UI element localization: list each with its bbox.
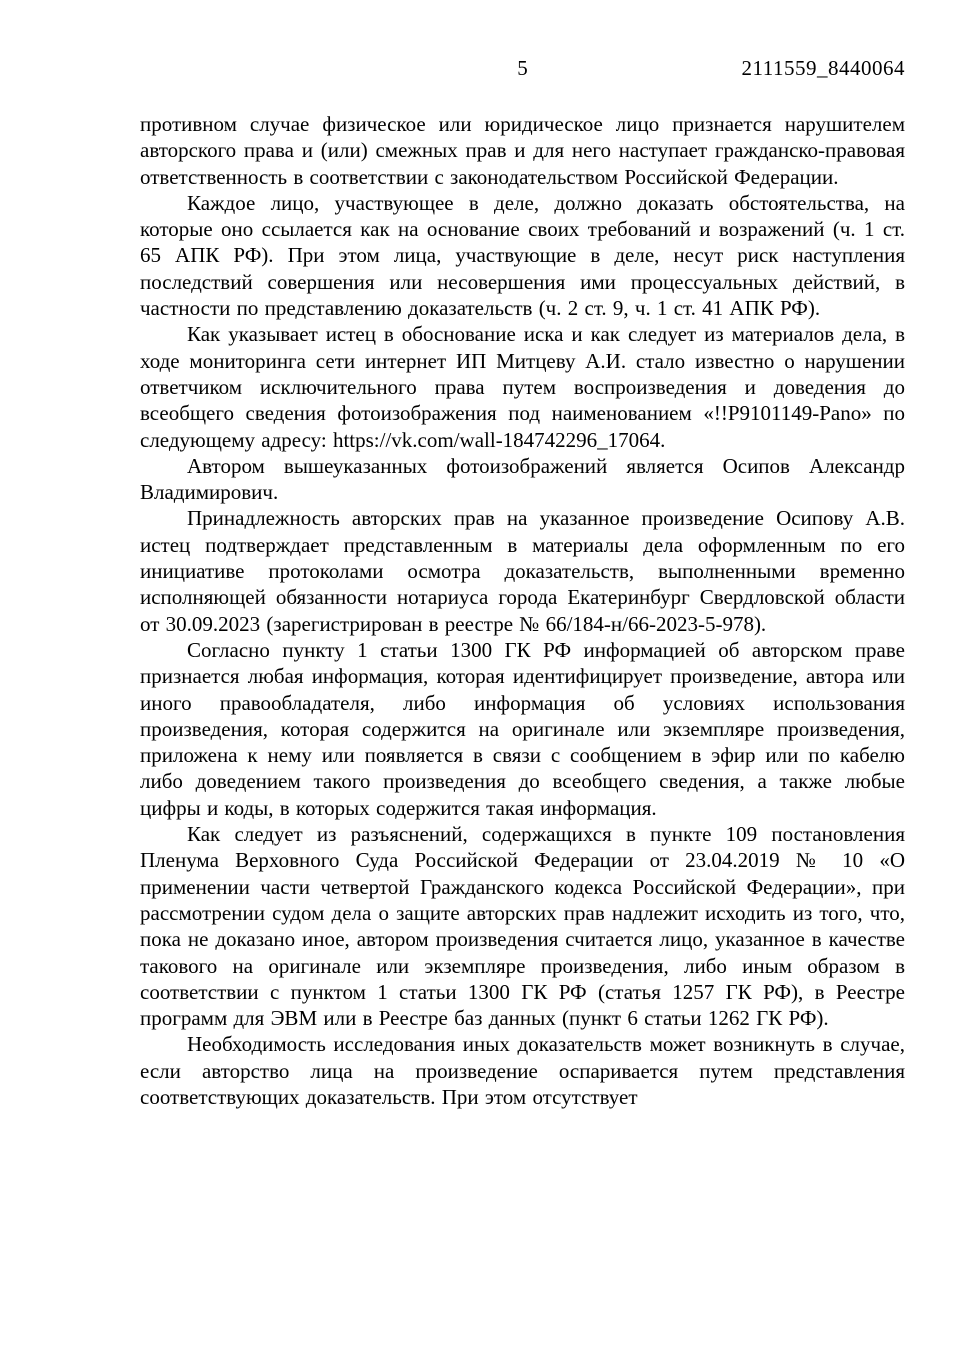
paragraph: Как указывает истец в обоснование иска и как следует из материалов дела, в ходе мониторинга сети интернет ИП Митцеву А.И. стало известно о нарушении ответчиком исключительного права путем воспроизведения и доведения до всеобщего сведения фотоизображения под наименованием «!!P9101149-Pano» по следующему адресу: https://vk.com/wall-184742296_17064.	[140, 322, 905, 452]
paragraph: Автором вышеуказанных фотоизображений является Осипов Александр Владимирович.	[140, 453, 905, 505]
paragraph: Каждое лицо, участвующее в деле, должно доказать обстоятельства, на которые оно ссылается как на основание своих требований и возражений (ч. 1 ст. 65 АПК РФ). При этом лица, участвующие в деле, несут риск наступления последствий совершения или несовершения ими процессуальных действий, в частности по представлению доказательств (ч. 2 ст. 9, ч. 1 ст. 41 АПК РФ).	[140, 190, 905, 321]
page-number: 5	[517, 56, 528, 80]
paragraph: Необходимость исследования иных доказательств может возникнуть в случае, если авторство лица на произведение оспаривается путем представления соответствующих доказательств. При этом отсутствует	[140, 1032, 905, 1109]
document-id: 2111559_8440064	[741, 56, 905, 80]
paragraph: Как следует из разъяснений, содержащихся в пункте 109 постановления Пленума Верховного Суда Российской Федерации от 23.04.2019 № 10 «О применении части четвертой Гражданского кодекса Российской Федерации», при рассмотрении судом дела о защите авторских прав надлежит исходить из того, что, пока не доказано иное, автором произведения считается лицо, указанное в качестве такового на оригинале или экземпляре произведения, либо иным образом в соответствии с пунктом 1 статьи 1300 ГК РФ (статья 1257 ГК РФ), в Реестре программ для ЭВМ или в Реестре баз данных (пункт 6 статьи 1262 ГК РФ).	[140, 822, 905, 1031]
paragraph: Принадлежность авторских прав на указанное произведение Осипову А.В. истец подтверждает представленным в материалы дела оформленным по его инициативе протоколами осмотра доказательств, выполненными временно исполняющей обязанности нотариуса города Екатеринбург Свердловской области от 30.09.2023 (зарегистрирован в реестре № 66/184-н/66-2023-5-978).	[140, 506, 905, 636]
paragraph-continuation: противном случае физическое или юридическое лицо признается нарушителем авторского права и (или) смежных прав и для него наступает гражданско-правовая ответственность в соответствии с законодательством Российской Федерации.	[140, 112, 905, 189]
page-header	[140, 55, 905, 83]
paragraph: Согласно пункту 1 статьи 1300 ГК РФ информацией об авторском праве признается любая информация, которая идентифицирует произведение, автора или иного правообладателя, либо информация об условиях использования произведения, которая содержится на оригинале или экземпляре произведения, приложена к нему или появляется в связи с сообщением в эфир или по кабелю либо доведением такого произведения до всеобщего сведения, а также любые цифры и коды, в которых содержится такая информация.	[140, 637, 905, 820]
document-body	[140, 111, 905, 1110]
